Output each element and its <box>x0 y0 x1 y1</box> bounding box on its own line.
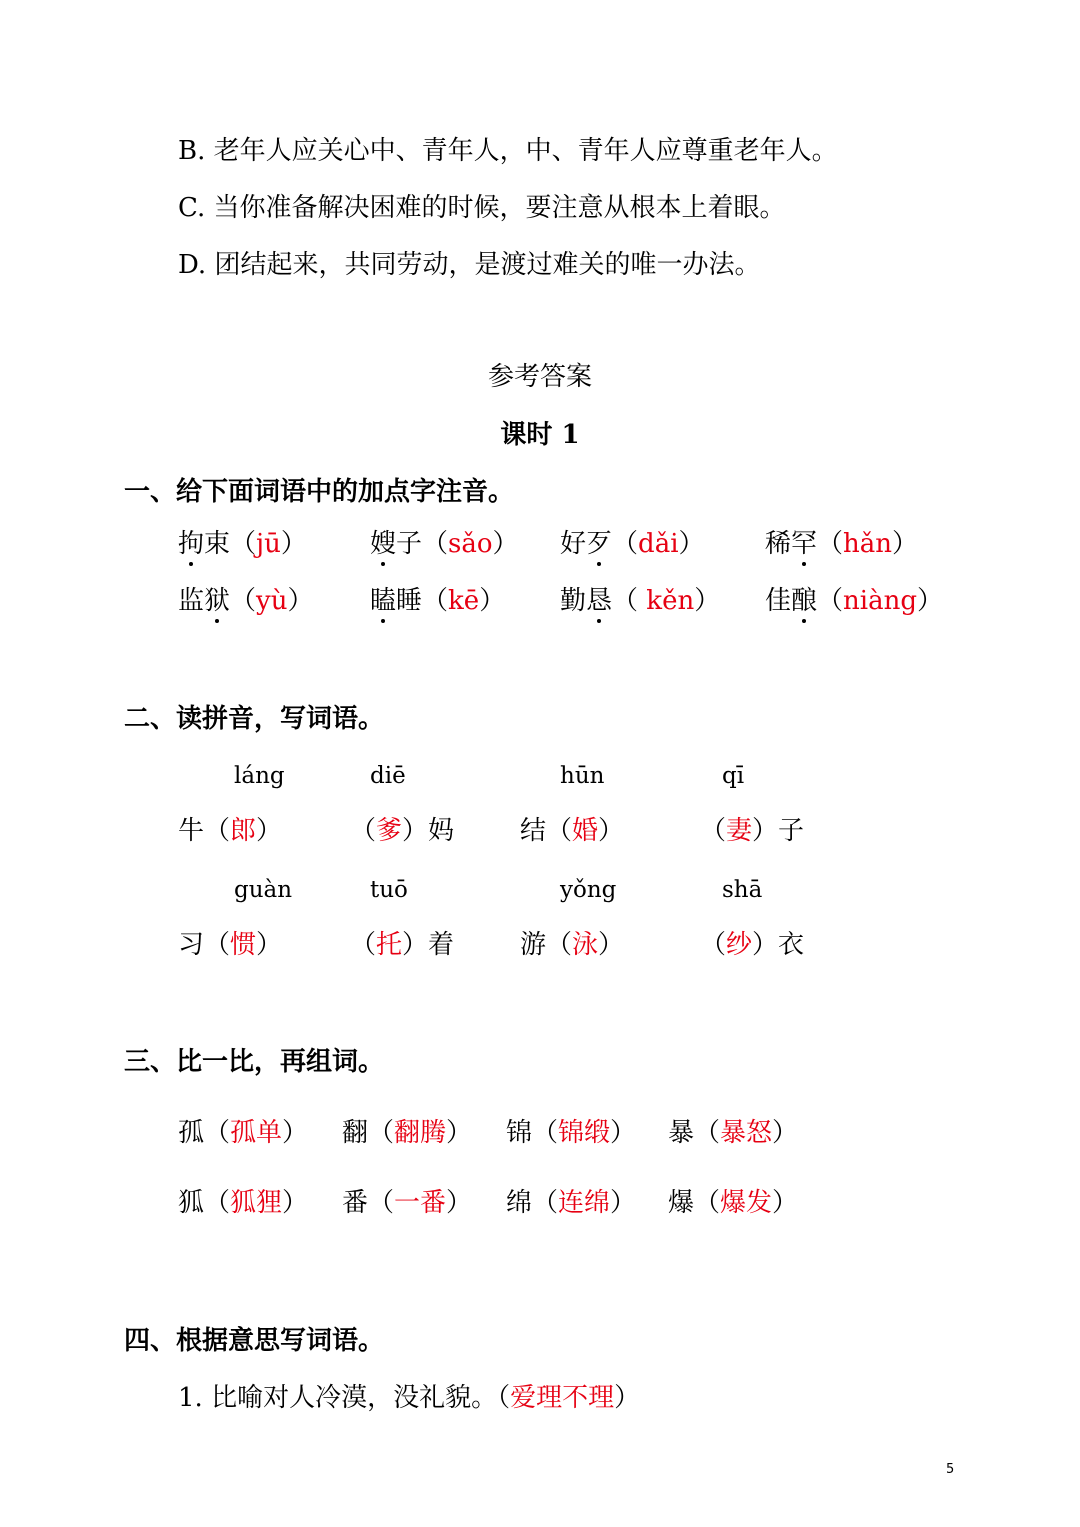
compare-char: 暴 <box>668 1118 695 1148</box>
section2-heading: 二、读拼音，写词语。 <box>124 704 385 734</box>
paren-close: ） <box>446 1118 473 1148</box>
dotted-char: 嫂 <box>370 529 397 559</box>
word-char: 牛 <box>178 816 205 846</box>
word-item <box>178 818 282 844</box>
dotted-char: 罕 <box>791 529 818 559</box>
answer-pinyin: kěn <box>638 586 695 616</box>
paren-open: （ <box>204 930 231 960</box>
word-item <box>520 818 624 844</box>
paren-open: （ <box>694 1188 721 1218</box>
compare-item <box>506 1120 636 1146</box>
word-char: 监 <box>178 586 205 616</box>
compare-char: 狐 <box>178 1188 205 1218</box>
paren-close: ） <box>917 586 944 616</box>
word-char: 好 <box>560 529 587 559</box>
word-char: 妈 <box>428 816 455 846</box>
answer-pinyin: yù <box>256 586 288 616</box>
paren-open: （ <box>612 586 639 616</box>
paren-open: （ <box>368 1188 395 1218</box>
pinyin-prompt: yǒng <box>560 877 617 903</box>
paren-close: ） <box>772 1118 799 1148</box>
compare-item <box>178 1120 308 1146</box>
answer-word: 爆发 <box>720 1188 773 1218</box>
paren-close: ） <box>752 930 779 960</box>
paren-close: ） <box>282 1118 309 1148</box>
paren-close: ） <box>598 816 625 846</box>
dotted-char: 酿 <box>791 586 818 616</box>
answer-word: 孤单 <box>230 1118 283 1148</box>
paren-close: ） <box>256 816 283 846</box>
paren-open: （ <box>546 930 573 960</box>
compare-item <box>668 1190 798 1216</box>
item1-answer: 爱理不理 <box>510 1383 615 1413</box>
paren-open: （ <box>230 529 257 559</box>
answer-word: 连绵 <box>558 1188 611 1218</box>
option-c: C. 当你准备解决困难的时候，要注意从根本上着眼。 <box>178 193 786 223</box>
compare-char: 番 <box>342 1188 369 1218</box>
answer-pinyin: hǎn <box>843 529 893 559</box>
compare-char: 翻 <box>342 1118 369 1148</box>
paren-open: （ <box>817 586 844 616</box>
paren-open: （ <box>612 529 639 559</box>
option-b: B. 老年人应关心中、青年人，中、青年人应尊重老年人。 <box>178 136 838 166</box>
paren-open: （ <box>368 1118 395 1148</box>
paren-close: ） <box>772 1188 799 1218</box>
pinyin-prompt: hūn <box>560 763 605 789</box>
paren-close: ） <box>614 1383 641 1413</box>
answer-char: 纱 <box>726 930 753 960</box>
word-char: 稀 <box>765 529 792 559</box>
compare-char: 孤 <box>178 1118 205 1148</box>
word-char: 衣 <box>778 930 805 960</box>
pinyin-prompt: qī <box>722 763 745 789</box>
answer-word: 锦缎 <box>558 1118 611 1148</box>
compare-item <box>342 1190 472 1216</box>
dotted-char: 瞌 <box>370 586 397 616</box>
answer-pinyin: jū <box>256 529 281 559</box>
lesson-title: 课时 1 <box>500 420 580 450</box>
paren-open: （ <box>694 1118 721 1148</box>
paren-open: （ <box>700 816 727 846</box>
page-number: 5 <box>946 1462 955 1477</box>
pinyin-item <box>370 588 505 614</box>
paren-close: ） <box>492 529 519 559</box>
word-item <box>520 932 624 958</box>
answer-word: 狐狸 <box>230 1188 283 1218</box>
compare-char: 锦 <box>506 1118 533 1148</box>
paren-close: ） <box>752 816 779 846</box>
word-item <box>700 818 804 844</box>
dotted-char: 恳 <box>586 586 613 616</box>
answer-char: 泳 <box>572 930 599 960</box>
answer-word: 一番 <box>394 1188 447 1218</box>
answer-title: 参考答案 <box>487 362 592 392</box>
word-char: 束 <box>204 529 231 559</box>
paren-open: （ <box>350 816 377 846</box>
word-char: 结 <box>520 816 547 846</box>
compare-item <box>342 1120 472 1146</box>
answer-pinyin: niàng <box>843 586 917 616</box>
pinyin-item <box>560 588 720 614</box>
pinyin-prompt: guàn <box>234 877 293 903</box>
word-item <box>350 818 454 844</box>
paren-open: （ <box>532 1188 559 1218</box>
pinyin-prompt: tuō <box>370 877 408 903</box>
paren-close: ） <box>610 1188 637 1218</box>
paren-close: ） <box>402 816 429 846</box>
paren-close: ） <box>256 930 283 960</box>
compare-char: 爆 <box>668 1188 695 1218</box>
word-char: 游 <box>520 930 547 960</box>
answer-pinyin: dǎi <box>638 529 679 559</box>
paren-close: ） <box>892 529 919 559</box>
dotted-char: 歹 <box>586 529 613 559</box>
word-char: 佳 <box>765 586 792 616</box>
option-d: D. 团结起来，共同劳动，是渡过难关的唯一办法。 <box>178 250 761 280</box>
word-char: 勤 <box>560 586 587 616</box>
paren-open: （ <box>422 529 449 559</box>
word-char: 子 <box>778 816 805 846</box>
compare-item <box>178 1190 308 1216</box>
pinyin-prompt: láng <box>234 763 285 789</box>
section3-heading: 三、比一比，再组词。 <box>124 1047 385 1077</box>
answer-pinyin: kē <box>448 586 480 616</box>
pinyin-prompt: shā <box>722 877 763 903</box>
answer-char: 托 <box>376 930 403 960</box>
paren-close: ） <box>678 529 705 559</box>
compare-item <box>506 1190 636 1216</box>
pinyin-item <box>560 531 705 557</box>
paren-open: （ <box>700 930 727 960</box>
word-char: 着 <box>428 930 455 960</box>
paren-open: （ <box>532 1118 559 1148</box>
compare-char: 绵 <box>506 1188 533 1218</box>
answer-pinyin: sǎo <box>448 529 493 559</box>
answer-char: 妻 <box>726 816 753 846</box>
answer-word: 暴怒 <box>720 1118 773 1148</box>
paren-open: （ <box>350 930 377 960</box>
paren-close: ） <box>610 1118 637 1148</box>
paren-close: ） <box>287 586 314 616</box>
paren-close: ） <box>402 930 429 960</box>
word-char: 习 <box>178 930 205 960</box>
paren-open: （ <box>497 1383 511 1413</box>
pinyin-item <box>765 531 918 557</box>
answer-word: 翻腾 <box>394 1118 447 1148</box>
pinyin-prompt: diē <box>370 763 406 789</box>
paren-open: （ <box>817 529 844 559</box>
paren-open: （ <box>204 816 231 846</box>
word-item <box>350 932 454 958</box>
answer-char: 郎 <box>230 816 257 846</box>
paren-close: ） <box>282 1188 309 1218</box>
dotted-char: 拘 <box>178 529 205 559</box>
paren-close: ） <box>694 586 721 616</box>
answer-char: 婚 <box>572 816 599 846</box>
paren-open: （ <box>546 816 573 846</box>
pinyin-item <box>178 588 314 614</box>
paren-close: ） <box>446 1188 473 1218</box>
section4-heading: 四、根据意思写词语。 <box>124 1326 385 1356</box>
section1-heading: 一、给下面词语中的加点字注音。 <box>124 477 515 507</box>
compare-item <box>668 1120 798 1146</box>
dotted-char: 狱 <box>204 586 231 616</box>
section4-item1 <box>178 1385 640 1411</box>
word-item <box>700 932 804 958</box>
pinyin-item <box>370 531 519 557</box>
pinyin-item <box>178 531 307 557</box>
paren-close: ） <box>280 529 307 559</box>
item1-text: 1. 比喻对人冷漠，没礼貌。 <box>178 1383 498 1413</box>
paren-open: （ <box>230 586 257 616</box>
paren-close: ） <box>598 930 625 960</box>
paren-open: （ <box>204 1188 231 1218</box>
paren-close: ） <box>479 586 506 616</box>
paren-open: （ <box>204 1118 231 1148</box>
word-char: 睡 <box>396 586 423 616</box>
pinyin-item <box>765 588 943 614</box>
answer-char: 爹 <box>376 816 403 846</box>
word-char: 子 <box>396 529 423 559</box>
answer-char: 惯 <box>230 930 257 960</box>
paren-open: （ <box>422 586 449 616</box>
word-item <box>178 932 282 958</box>
